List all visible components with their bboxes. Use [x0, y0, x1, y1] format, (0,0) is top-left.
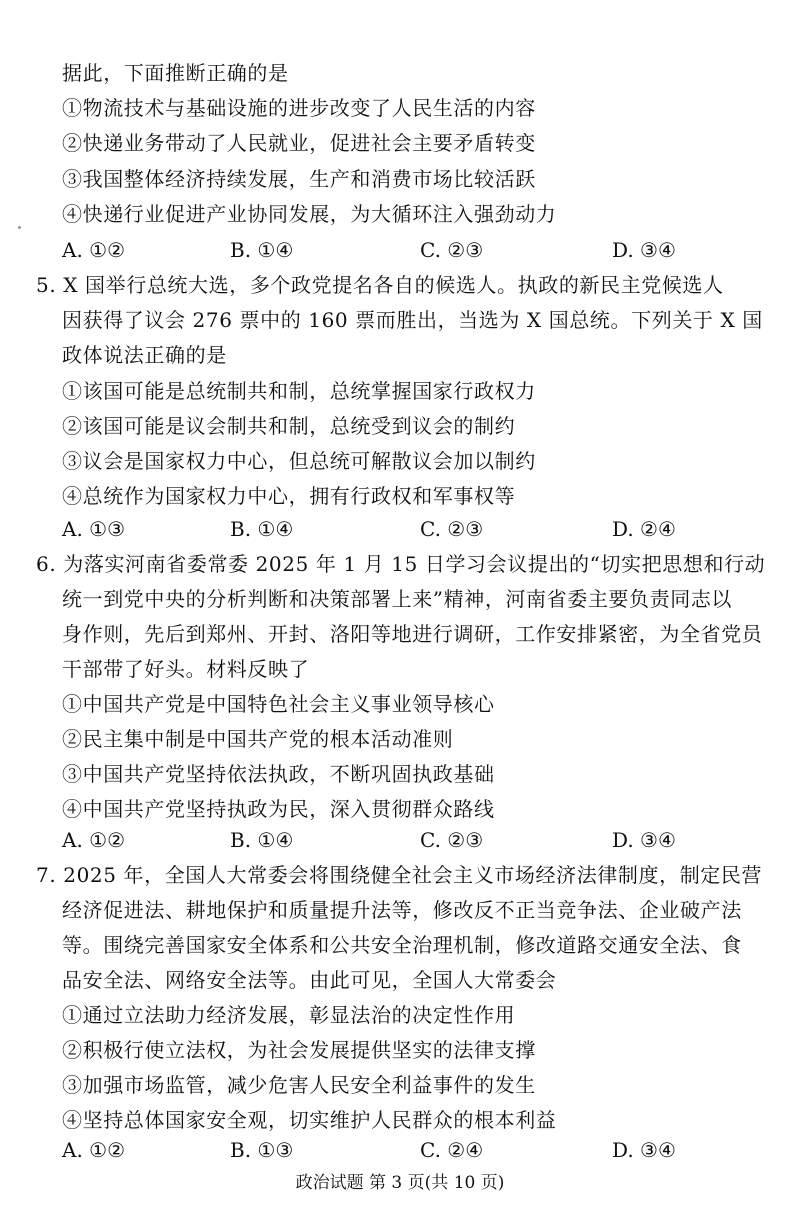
q6-stem-line-2: 统一到党中央的分析判断和决策部署上来”精神，河南省委主要负责同志以	[62, 587, 733, 611]
q7-item-4: ④坚持总体国家安全观，切实维护人民群众的根本利益	[62, 1108, 557, 1132]
q4-option-b: B. ①④	[230, 238, 294, 262]
q4-stem-tail: 据此，下面推断正确的是	[62, 61, 289, 85]
q7-option-c: C. ②④	[420, 1138, 484, 1162]
scan-dot	[18, 226, 21, 229]
q6-item-1: ①中国共产党是中国特色社会主义事业领导核心	[62, 692, 495, 716]
q4-item-3: ③我国整体经济持续发展，生产和消费市场比较活跃	[62, 167, 536, 191]
q6-option-b: B. ①④	[230, 828, 294, 852]
q6-item-2: ②民主集中制是中国共产党的根本活动准则	[62, 727, 454, 751]
q5-stem-line-1: 5. X 国举行总统大选，多个政党提名各自的候选人。执政的新民主党候选人	[36, 273, 724, 297]
q7-stem-line-2: 经济促进法、耕地保护和质量提升法等，修改反不正当竞争法、企业破产法	[62, 898, 742, 922]
q7-item-1: ①通过立法助力经济发展，彰显法治的决定性作用	[62, 1003, 516, 1027]
q5-option-a: A. ①③	[62, 517, 126, 541]
q7-option-b: B. ①③	[230, 1138, 294, 1162]
q5-stem-line-3: 政体说法正确的是	[62, 343, 227, 367]
q5-item-4: ④总统作为国家权力中心，拥有行政权和军事权等	[62, 484, 516, 508]
q6-option-d: D. ③④	[612, 828, 676, 852]
q4-option-d: D. ③④	[612, 238, 676, 262]
q5-option-d: D. ②④	[612, 517, 676, 541]
page-footer: 政治试题 第 3 页(共 10 页)	[295, 1173, 505, 1193]
q6-option-a: A. ①②	[62, 828, 126, 852]
q7-item-2: ②积极行使立法权，为社会发展提供坚实的法律支撑	[62, 1038, 536, 1062]
q7-stem-line-4: 品安全法、网络安全法等。由此可见，全国人大常委会	[62, 968, 557, 992]
q6-item-4: ④中国共产党坚持执政为民，深入贯彻群众路线	[62, 797, 495, 821]
q6-stem-line-3: 身作则，先后到郑州、开封、洛阳等地进行调研，工作安排紧密，为全省党员	[62, 622, 763, 646]
q6-option-c: C. ②③	[420, 828, 484, 852]
q4-item-2: ②快递业务带动了人民就业，促进社会主要矛盾转变	[62, 131, 536, 155]
q4-item-4: ④快递行业促进产业协同发展，为大循环注入强劲动力	[62, 202, 557, 226]
q7-option-a: A. ①②	[62, 1138, 126, 1162]
q5-stem-line-2: 因获得了议会 276 票中的 160 票而胜出，当选为 X 国总统。下列关于 X 国	[62, 308, 763, 332]
q5-item-2: ②该国可能是议会制共和制，总统受到议会的制约	[62, 414, 516, 438]
q5-item-1: ①该国可能是总统制共和制，总统掌握国家行政权力	[62, 379, 536, 403]
q6-stem-line-1: 6. 为落实河南省委常委 2025 年 1 月 15 日学习会议提出的“切实把思想和行动	[36, 552, 766, 576]
q7-stem-line-3: 等。围绕完善国家安全体系和公共安全治理机制，修改道路交通安全法、食	[62, 933, 742, 957]
q5-option-c: C. ②③	[420, 517, 484, 541]
q4-option-c: C. ②③	[420, 238, 484, 262]
q7-item-3: ③加强市场监管，减少危害人民安全利益事件的发生	[62, 1073, 536, 1097]
q4-item-1: ①物流技术与基础设施的进步改变了人民生活的内容	[62, 96, 536, 120]
q6-stem-line-4: 干部带了好头。材料反映了	[62, 657, 310, 681]
q5-item-3: ③议会是国家权力中心，但总统可解散议会加以制约	[62, 449, 536, 473]
q4-option-a: A. ①②	[62, 238, 126, 262]
q7-stem-line-1: 7. 2025 年，全国人大常委会将围绕健全社会主义市场经济法律制度，制定民营	[36, 863, 763, 887]
q7-option-d: D. ③④	[612, 1138, 676, 1162]
q6-item-3: ③中国共产党坚持依法执政，不断巩固执政基础	[62, 762, 495, 786]
q5-option-b: B. ①④	[230, 517, 294, 541]
